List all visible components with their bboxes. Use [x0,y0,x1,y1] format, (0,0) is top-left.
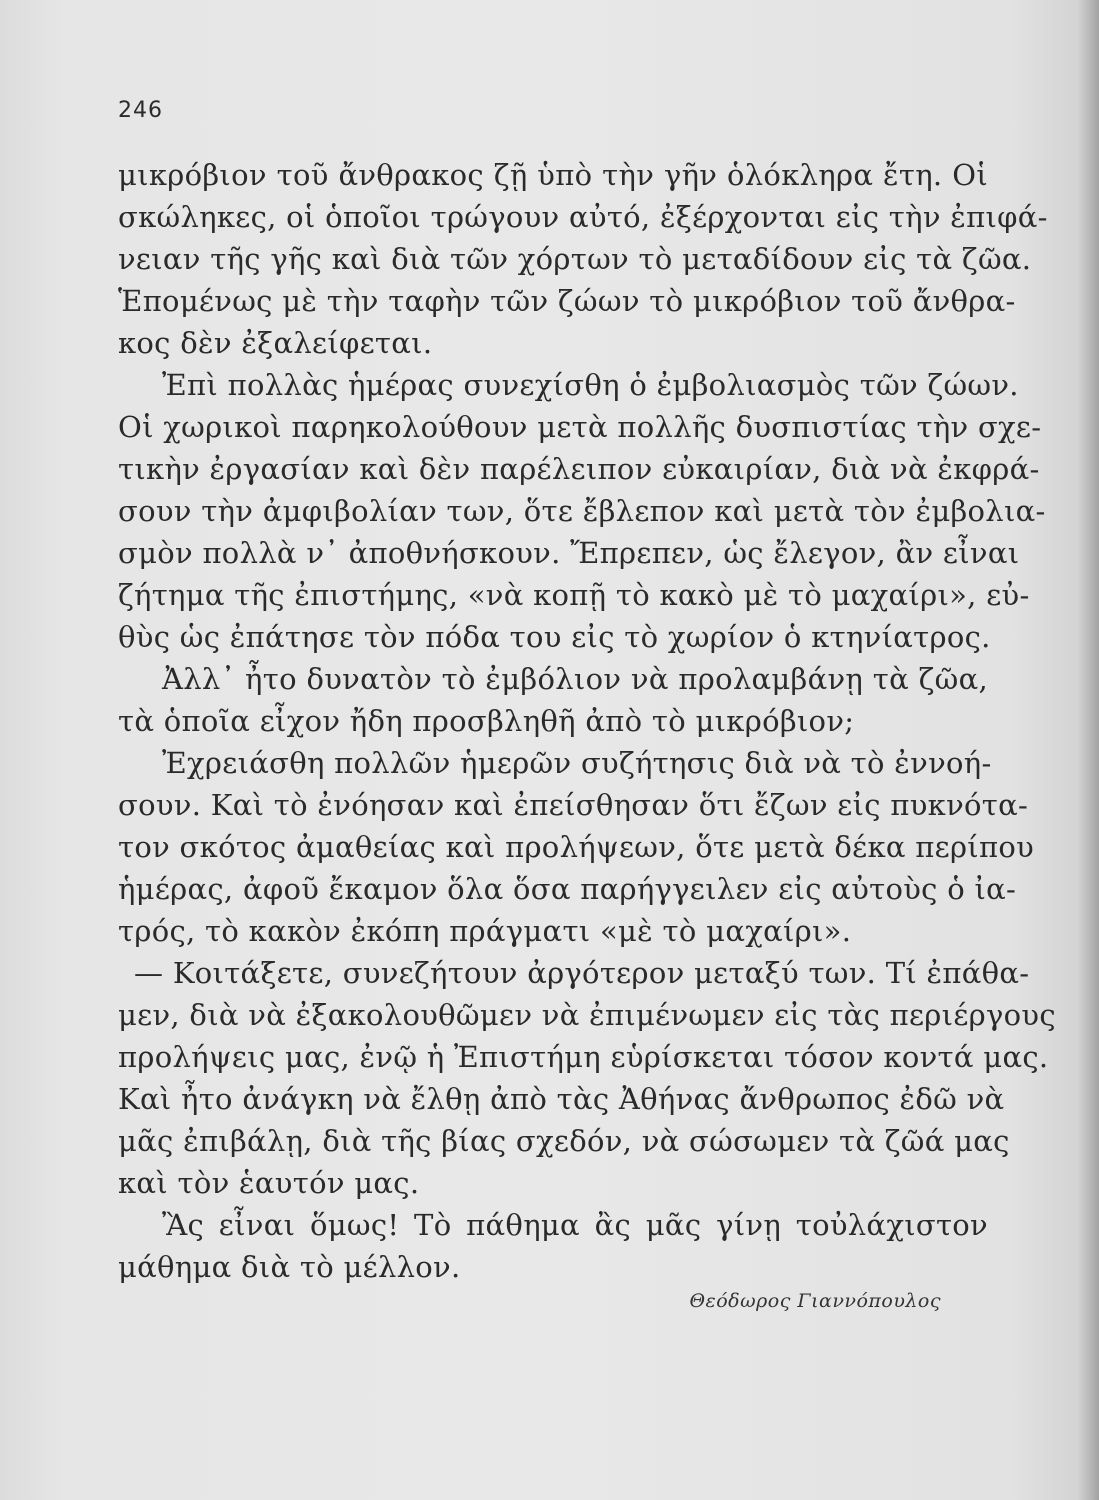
text-line: ἡμέρας, ἀφοῦ ἔκαμον ὅλα ὅσα παρήγγειλεν εἰς αὐτοὺς ὁ ἰα- [118,872,1017,906]
text-line: κος δὲν ἐξαλείφεται. [118,326,433,360]
text-line: μικρόβιον τοῦ ἄνθρακος ζῇ ὑπὸ τὴν γῆν ὁλόκληρα ἔτη. Οἱ [118,158,988,192]
text-line: Ἑπομένως μὲ τὴν ταφὴν τῶν ζώων τὸ μικρόβιον τοῦ ἄνθρα- [118,284,1016,318]
text-line: Καὶ ἦτο ἀνάγκη νὰ ἔλθῃ ἀπὸ τὰς Ἀθήνας ἄνθρωπος ἐδῶ νὰ [118,1082,1005,1116]
text-line: Οἱ χωρικοὶ παρηκολούθουν μετὰ πολλῆς δυσπιστίας τὴν σχε- [118,410,1042,444]
text-line: προλήψεις μας, ἐνῷ ἡ Ἐπιστήμη εὑρίσκεται τόσον κοντά μας. [118,1040,1049,1074]
text-line: Ἂς εἶναι ὅμως! Τὸ πάθημα ἂς μᾶς γίνῃ τοὐλάχιστον [162,1208,988,1242]
text-line: μᾶς ἐπιβάλῃ, διὰ τῆς βίας σχεδόν, νὰ σώσωμεν τὰ ζῶά μας [118,1124,1010,1158]
text-line: τὰ ὁποῖα εἶχον ἤδη προσβληθῆ ἀπὸ τὸ μικρόβιον; [118,704,855,738]
text-line: τρός, τὸ κακὸν ἐκόπη πράγματι «μὲ τὸ μαχαίρι». [118,914,852,948]
text-line: τικὴν ἐργασίαν καὶ δὲν παρέλειπον εὐκαιρίαν, διὰ νὰ ἐκφρά- [118,452,1040,486]
body-text [118,154,1056,1288]
text-line: — Κοιτάξετε, συνεζήτουν ἀργότερον μεταξύ των. Τί ἐπάθα- [134,956,1030,990]
text-line: σμὸν πολλὰ ν᾽ ἀποθνήσκουν. Ἔπρεπεν, ὡς ἔλεγον, ἂν εἶναι [118,536,1020,570]
page-number: 246 [118,98,163,123]
text-line: σκώληκες, οἱ ὁποῖοι τρώγουν αὐτό, ἐξέρχονται εἰς τὴν ἐπιφά- [118,200,1048,234]
text-line: μάθημα διὰ τὸ μέλλον. [118,1250,461,1284]
text-line: νειαν τῆς γῆς καὶ διὰ τῶν χόρτων τὸ μεταδίδουν εἰς τὰ ζῶα. [118,242,1032,276]
text-line: θὺς ὡς ἐπάτησε τὸν πόδα του εἰς τὸ χωρίον ὁ κτηνίατρος. [118,620,991,654]
text-line: καὶ τὸν ἑαυτόν μας. [118,1166,420,1200]
text-line: τον σκότος ἀμαθείας καὶ προλήψεων, ὅτε μετὰ δέκα περίπου [118,830,1035,864]
author-signature: Θεόδωρος Γιαννόπουλος [689,1290,941,1312]
text-line: Ἀλλ᾽ ἦτο δυνατὸν τὸ ἐμβόλιον νὰ προλαμβάνῃ τὰ ζῶα, [162,662,988,696]
text-line: μεν, διὰ νὰ ἐξακολουθῶμεν νὰ ἐπιμένωμεν εἰς τὰς περιέργους [118,998,1056,1032]
text-line: Ἐχρειάσθη πολλῶν ἡμερῶν συζήτησις διὰ νὰ τὸ ἐννοή- [162,746,992,780]
text-line: σουν. Καὶ τὸ ἐνόησαν καὶ ἐπείσθησαν ὅτι ἔζων εἰς πυκνότα- [118,788,1029,822]
text-line: Ἐπὶ πολλὰς ἡμέρας συνεχίσθη ὁ ἐμβολιασμὸς τῶν ζώων. [162,368,1019,402]
text-line: ζήτημα τῆς ἐπιστήμης, «νὰ κοπῇ τὸ κακὸ μὲ τὸ μαχαίρι», εὐ- [118,578,1030,612]
text-line: σουν τὴν ἀμφιβολίαν των, ὅτε ἔβλεπον καὶ μετὰ τὸν ἐμβολια- [118,494,1046,528]
binding-shadow [1077,0,1099,1500]
